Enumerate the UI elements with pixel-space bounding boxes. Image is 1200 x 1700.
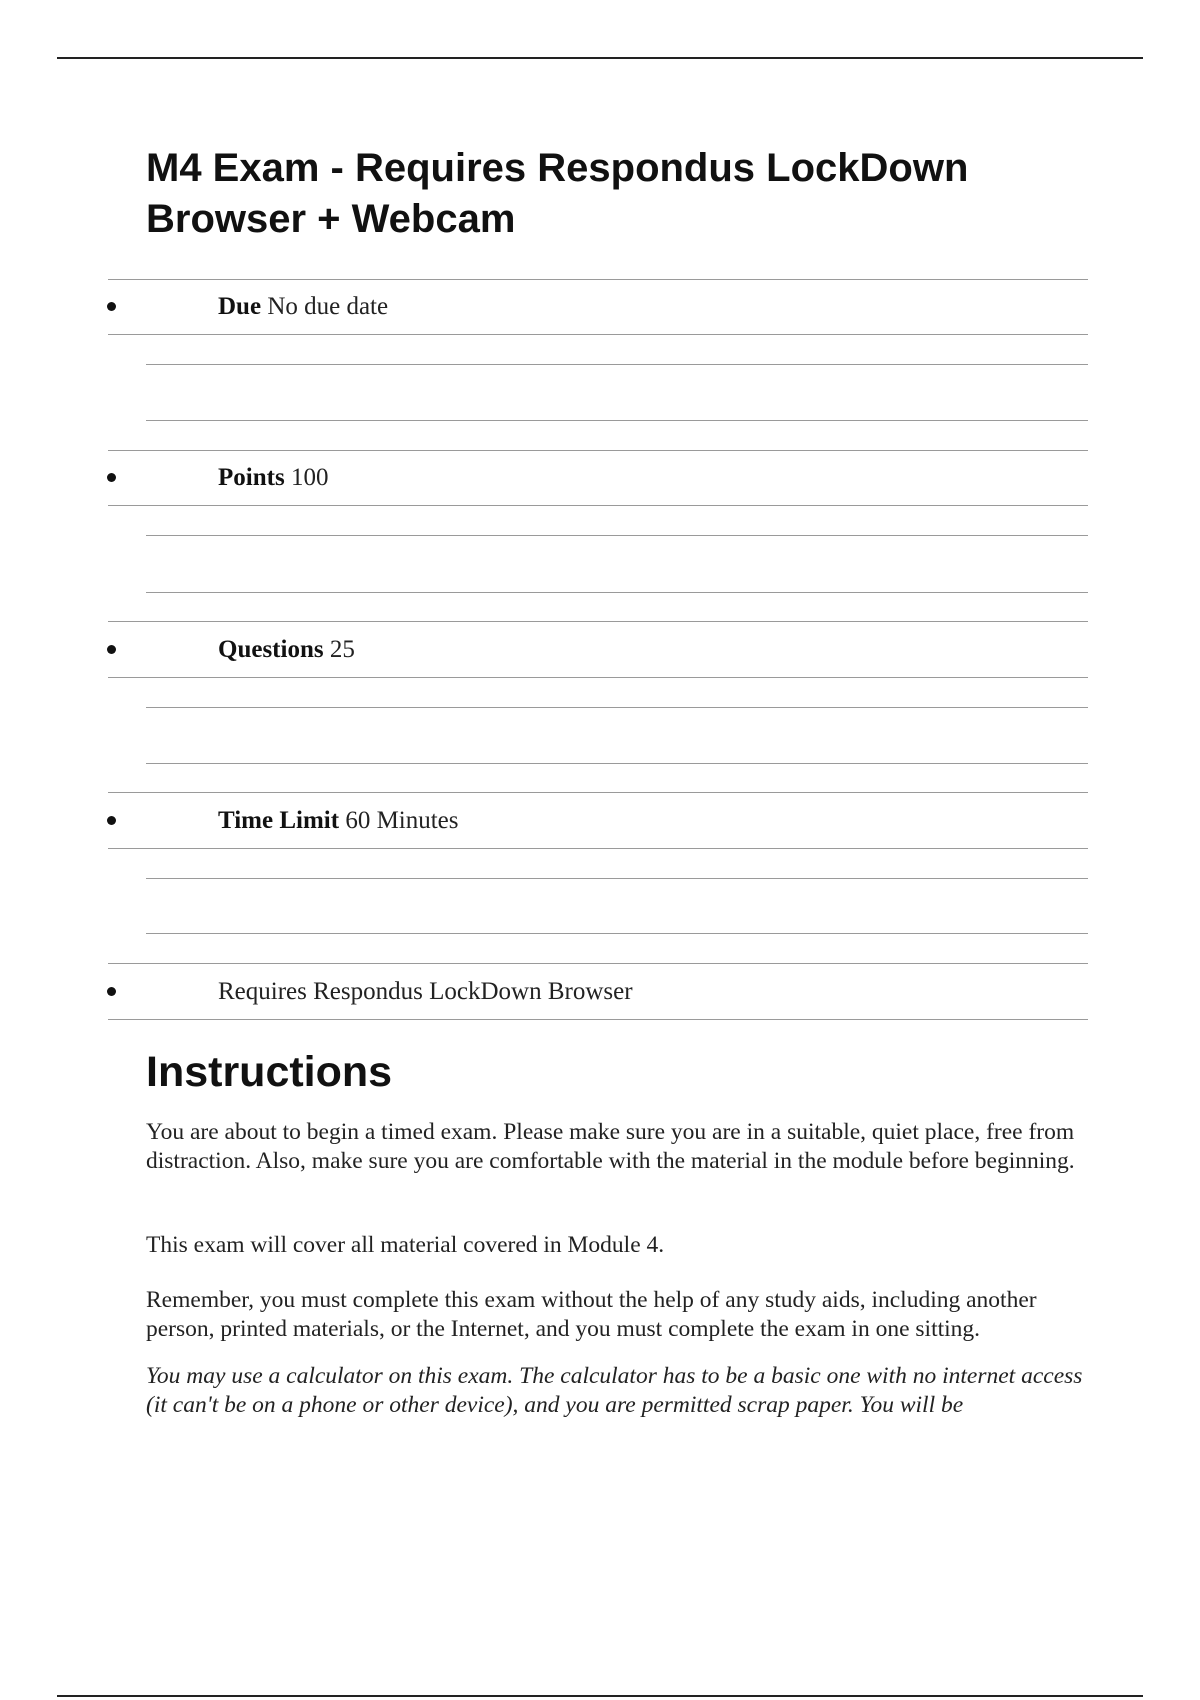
divider: [108, 505, 1088, 506]
instructions-paragraph: This exam will cover all material covered in Module 4.: [146, 1232, 665, 1258]
divider: [146, 878, 1088, 879]
detail-label: Time Limit: [218, 807, 340, 834]
bullet-icon: [107, 473, 116, 482]
bullet-icon: [107, 816, 116, 825]
divider: [146, 420, 1088, 421]
detail-label: Questions: [218, 636, 324, 663]
page-title: M4 Exam - Requires Respondus LockDown Browser + Webcam: [146, 146, 969, 241]
divider: [108, 963, 1088, 964]
detail-text: [218, 806, 459, 836]
detail-value: No due date: [267, 293, 389, 320]
bullet-icon: [107, 645, 116, 654]
instructions-paragraph-italic: You may use a calculator on this exam. The calculator has to be a basic one with no internet access (it can't be on a phone or other device), and you are permitted scrap paper. You will be: [146, 1363, 1083, 1418]
detail-text: [218, 292, 388, 322]
divider: [146, 763, 1088, 764]
divider: [108, 334, 1088, 335]
detail-text: [218, 977, 633, 1007]
divider: [146, 933, 1088, 934]
divider: [146, 535, 1088, 536]
page-top-rule: [57, 57, 1143, 59]
bullet-icon: [107, 987, 116, 996]
instructions-heading: Instructions: [146, 1048, 393, 1096]
detail-value: 60 Minutes: [345, 807, 459, 834]
divider: [146, 592, 1088, 593]
detail-label: Points: [218, 464, 285, 491]
detail-text: [218, 635, 355, 665]
detail-text: [218, 463, 328, 493]
divider: [146, 707, 1088, 708]
detail-label: Due: [218, 293, 262, 320]
divider: [108, 1019, 1088, 1020]
divider: [108, 279, 1088, 280]
detail-value: 100: [290, 464, 329, 491]
instructions-paragraph: You are about to begin a timed exam. Please make sure you are in a suitable, quiet place, free from distraction. Also, make sure you are comfortable with the material in the module before beginning.: [146, 1119, 1075, 1174]
detail-value: 25: [329, 636, 355, 663]
divider: [146, 364, 1088, 365]
page-bottom-rule: [57, 1695, 1143, 1697]
divider: [108, 677, 1088, 678]
detail-value: Requires Respondus LockDown Browser: [218, 978, 633, 1005]
instructions-paragraph: Remember, you must complete this exam without the help of any study aids, including another person, printed materials, or the Internet, and you must complete the exam in one sitting.: [146, 1287, 1037, 1342]
divider: [108, 621, 1088, 622]
divider: [108, 848, 1088, 849]
divider: [108, 450, 1088, 451]
divider: [108, 792, 1088, 793]
bullet-icon: [107, 302, 116, 311]
